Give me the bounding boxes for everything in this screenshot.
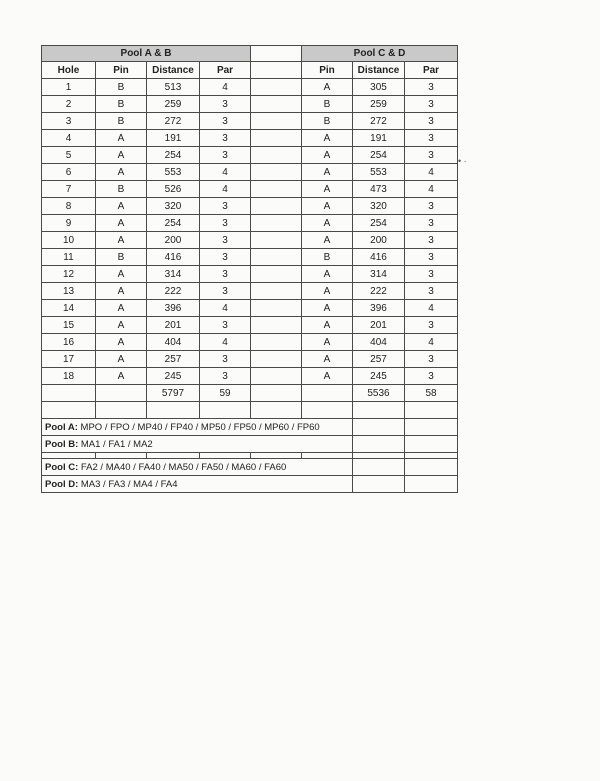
pin-ab-cell: B xyxy=(96,181,147,198)
distance-cd-cell: 254 xyxy=(353,147,405,164)
hole-number: 13 xyxy=(42,283,96,300)
par-cd-cell: 3 xyxy=(405,266,458,283)
empty-cell xyxy=(405,402,458,419)
empty-cell xyxy=(302,385,353,402)
pool-row xyxy=(42,476,458,493)
pool-definition xyxy=(42,419,353,436)
empty-cell xyxy=(405,436,458,453)
spacer-cell xyxy=(251,215,302,232)
spacer-cell xyxy=(251,113,302,130)
hole-number: 2 xyxy=(42,96,96,113)
distance-cd-cell: 254 xyxy=(353,215,405,232)
distance-ab-cell: 259 xyxy=(147,96,200,113)
empty-cell xyxy=(353,459,405,476)
par-cd-cell: 4 xyxy=(405,300,458,317)
hole-number: 16 xyxy=(42,334,96,351)
pin-cd-cell: A xyxy=(302,368,353,385)
distance-ab-cell: 257 xyxy=(147,351,200,368)
distance-cd-cell: 245 xyxy=(353,368,405,385)
pin-cd-cell: A xyxy=(302,283,353,300)
pool-divisions: MA1 / FA1 / MA2 xyxy=(78,438,153,450)
hole-number: 8 xyxy=(42,198,96,215)
hole-number: 17 xyxy=(42,351,96,368)
pin-cd-cell: A xyxy=(302,266,353,283)
pin-ab-cell: A xyxy=(96,300,147,317)
par-cd-cell: 3 xyxy=(405,147,458,164)
distance-cd-cell: 257 xyxy=(353,351,405,368)
table-row xyxy=(42,96,458,113)
distance-ab-cell: 272 xyxy=(147,113,200,130)
hole-number: 14 xyxy=(42,300,96,317)
distance-cd-cell: 320 xyxy=(353,198,405,215)
par-ab-cell: 3 xyxy=(200,113,251,130)
spacer-cell xyxy=(251,266,302,283)
pool-divisions: FA2 / MA40 / FA40 / MA50 / FA50 / MA60 / FA60 xyxy=(78,461,287,473)
distance-ab-cell: 396 xyxy=(147,300,200,317)
hole-number: 6 xyxy=(42,164,96,181)
table-row xyxy=(42,283,458,300)
par-ab-cell: 3 xyxy=(200,232,251,249)
spacer-cell xyxy=(251,368,302,385)
spacer-cell xyxy=(251,96,302,113)
distance-cd-cell: 396 xyxy=(353,300,405,317)
par-ab-cell: 4 xyxy=(200,334,251,351)
distance-cd-cell: 222 xyxy=(353,283,405,300)
distance-ab-cell: 245 xyxy=(147,368,200,385)
pin-ab-cell: A xyxy=(96,198,147,215)
hole-number: 4 xyxy=(42,130,96,147)
header-pin-ab: Pin xyxy=(96,62,147,79)
table-row xyxy=(42,198,458,215)
table-row xyxy=(42,317,458,334)
par-ab-cell: 3 xyxy=(200,283,251,300)
pin-ab-cell: A xyxy=(96,368,147,385)
distance-cd-cell: 553 xyxy=(353,164,405,181)
distance-cd-cell: 416 xyxy=(353,249,405,266)
pool-label: Pool C: xyxy=(45,461,79,473)
spacer-cell xyxy=(251,147,302,164)
par-cd-cell: 4 xyxy=(405,164,458,181)
pin-cd-cell: A xyxy=(302,317,353,334)
pin-ab-cell: A xyxy=(96,266,147,283)
distance-cd-cell: 314 xyxy=(353,266,405,283)
table-row xyxy=(42,232,458,249)
pin-cd-cell: B xyxy=(302,113,353,130)
distance-cd-cell: 191 xyxy=(353,130,405,147)
par-cd-cell: 3 xyxy=(405,368,458,385)
table-row xyxy=(42,351,458,368)
par-ab-cell: 3 xyxy=(200,147,251,164)
hole-number: 11 xyxy=(42,249,96,266)
pool-row xyxy=(42,459,458,476)
pin-ab-cell: A xyxy=(96,215,147,232)
par-cd-cell: 3 xyxy=(405,317,458,334)
spacer-cell xyxy=(251,385,302,402)
table-row xyxy=(42,300,458,317)
par-ab-cell: 4 xyxy=(200,164,251,181)
par-cd-cell: 3 xyxy=(405,351,458,368)
pin-cd-cell: A xyxy=(302,351,353,368)
spacer-cell xyxy=(251,198,302,215)
pin-cd-cell: B xyxy=(302,96,353,113)
par-ab-cell: 4 xyxy=(200,181,251,198)
empty-cell xyxy=(96,402,147,419)
header-distance-ab: Distance xyxy=(147,62,200,79)
pin-ab-cell: A xyxy=(96,147,147,164)
table-row xyxy=(42,164,458,181)
pin-ab-cell: B xyxy=(96,113,147,130)
pool-cd-title: Pool C & D xyxy=(302,46,458,62)
spacer-cell xyxy=(251,62,302,79)
distance-ab-cell: 404 xyxy=(147,334,200,351)
pin-cd-cell: A xyxy=(302,215,353,232)
empty-cell xyxy=(353,402,405,419)
par-cd-cell: 3 xyxy=(405,232,458,249)
empty-cell xyxy=(405,459,458,476)
pin-cd-cell: A xyxy=(302,181,353,198)
par-cd-cell: 3 xyxy=(405,198,458,215)
par-ab-cell: 4 xyxy=(200,79,251,96)
hole-number: 15 xyxy=(42,317,96,334)
distance-ab-cell: 200 xyxy=(147,232,200,249)
pin-ab-cell: A xyxy=(96,164,147,181)
empty-cell xyxy=(147,402,200,419)
distance-ab-cell: 254 xyxy=(147,147,200,164)
pin-cd-cell: A xyxy=(302,334,353,351)
empty-cell xyxy=(42,385,96,402)
table-row xyxy=(42,334,458,351)
distance-cd-cell: 305 xyxy=(353,79,405,96)
distance-ab-cell: 526 xyxy=(147,181,200,198)
spacer-cell xyxy=(251,46,302,62)
pool-divisions: MA3 / FA3 / MA4 / FA4 xyxy=(78,478,178,490)
pin-cd-cell: A xyxy=(302,79,353,96)
distance-cd-cell: 201 xyxy=(353,317,405,334)
total-par-ab: 59 xyxy=(200,385,251,402)
spacer-cell xyxy=(251,351,302,368)
empty-cell xyxy=(405,476,458,493)
hole-number: 9 xyxy=(42,215,96,232)
total-par-cd: 58 xyxy=(405,385,458,402)
pin-cd-cell: A xyxy=(302,232,353,249)
spacer-cell xyxy=(251,249,302,266)
par-cd-cell: 3 xyxy=(405,215,458,232)
empty-cell xyxy=(353,476,405,493)
table-row xyxy=(42,266,458,283)
par-cd-cell: 4 xyxy=(405,181,458,198)
table-row xyxy=(42,215,458,232)
pool-definition xyxy=(42,436,353,453)
hole-number: 5 xyxy=(42,147,96,164)
par-ab-cell: 4 xyxy=(200,300,251,317)
par-cd-cell: 3 xyxy=(405,113,458,130)
distance-cd-cell: 259 xyxy=(353,96,405,113)
empty-cell xyxy=(353,419,405,436)
pin-ab-cell: A xyxy=(96,130,147,147)
spacer-cell xyxy=(251,181,302,198)
distance-ab-cell: 553 xyxy=(147,164,200,181)
distance-cd-cell: 272 xyxy=(353,113,405,130)
pin-cd-cell: A xyxy=(302,164,353,181)
distance-cd-cell: 200 xyxy=(353,232,405,249)
header-par-cd: Par xyxy=(405,62,458,79)
par-cd-cell: 3 xyxy=(405,130,458,147)
distance-ab-cell: 222 xyxy=(147,283,200,300)
table-row xyxy=(42,249,458,266)
par-ab-cell: 3 xyxy=(200,317,251,334)
par-ab-cell: 3 xyxy=(200,351,251,368)
par-cd-cell: 3 xyxy=(405,79,458,96)
distance-cd-cell: 404 xyxy=(353,334,405,351)
pool-definition xyxy=(42,476,353,493)
spacer-cell xyxy=(251,334,302,351)
table-row xyxy=(42,181,458,198)
pin-ab-cell: A xyxy=(96,283,147,300)
hole-number: 12 xyxy=(42,266,96,283)
par-cd-cell: 3 xyxy=(405,249,458,266)
table-row xyxy=(42,113,458,130)
par-ab-cell: 3 xyxy=(200,266,251,283)
empty-cell xyxy=(251,402,302,419)
stray-mark: • · xyxy=(458,156,467,166)
blank-row xyxy=(42,402,458,419)
distance-ab-cell: 254 xyxy=(147,215,200,232)
pin-ab-cell: A xyxy=(96,334,147,351)
distance-ab-cell: 191 xyxy=(147,130,200,147)
pool-label: Pool D: xyxy=(45,478,79,490)
table-row xyxy=(42,147,458,164)
total-distance-cd: 5536 xyxy=(353,385,405,402)
header-hole: Hole xyxy=(42,62,96,79)
distance-ab-cell: 320 xyxy=(147,198,200,215)
pin-ab-cell: A xyxy=(96,317,147,334)
scorecard-table xyxy=(41,45,458,493)
empty-cell xyxy=(353,436,405,453)
pin-ab-cell: A xyxy=(96,232,147,249)
spacer-cell xyxy=(251,317,302,334)
par-ab-cell: 3 xyxy=(200,96,251,113)
spacer-cell xyxy=(251,79,302,96)
pin-ab-cell: B xyxy=(96,79,147,96)
header-par-ab: Par xyxy=(200,62,251,79)
hole-number: 10 xyxy=(42,232,96,249)
spacer-cell xyxy=(251,283,302,300)
pool-label: Pool B: xyxy=(45,438,79,450)
distance-ab-cell: 201 xyxy=(147,317,200,334)
pin-cd-cell: A xyxy=(302,300,353,317)
table-row xyxy=(42,130,458,147)
empty-cell xyxy=(96,385,147,402)
pool-row xyxy=(42,436,458,453)
par-ab-cell: 3 xyxy=(200,130,251,147)
pool-definition xyxy=(42,459,353,476)
hole-number: 1 xyxy=(42,79,96,96)
empty-cell xyxy=(42,402,96,419)
hole-number: 18 xyxy=(42,368,96,385)
spacer-cell xyxy=(251,164,302,181)
distance-ab-cell: 416 xyxy=(147,249,200,266)
pin-ab-cell: B xyxy=(96,96,147,113)
pool-row xyxy=(42,419,458,436)
empty-cell xyxy=(302,402,353,419)
pin-cd-cell: A xyxy=(302,147,353,164)
header-distance-cd: Distance xyxy=(353,62,405,79)
par-cd-cell: 3 xyxy=(405,283,458,300)
pool-ab-title: Pool A & B xyxy=(42,46,251,62)
pin-cd-cell: B xyxy=(302,249,353,266)
totals-row xyxy=(42,385,458,402)
spacer-cell xyxy=(251,300,302,317)
pin-cd-cell: A xyxy=(302,130,353,147)
pin-ab-cell: B xyxy=(96,249,147,266)
par-ab-cell: 3 xyxy=(200,198,251,215)
par-ab-cell: 3 xyxy=(200,249,251,266)
distance-ab-cell: 513 xyxy=(147,79,200,96)
par-ab-cell: 3 xyxy=(200,368,251,385)
par-cd-cell: 3 xyxy=(405,96,458,113)
hole-number: 7 xyxy=(42,181,96,198)
table-row xyxy=(42,368,458,385)
pin-cd-cell: A xyxy=(302,198,353,215)
par-ab-cell: 3 xyxy=(200,215,251,232)
total-distance-ab: 5797 xyxy=(147,385,200,402)
pin-ab-cell: A xyxy=(96,351,147,368)
par-cd-cell: 4 xyxy=(405,334,458,351)
pool-label: Pool A: xyxy=(45,421,78,433)
distance-cd-cell: 473 xyxy=(353,181,405,198)
pool-divisions: MPO / FPO / MP40 / FP40 / MP50 / FP50 / MP60 / FP60 xyxy=(77,421,320,433)
empty-cell xyxy=(405,419,458,436)
empty-cell xyxy=(200,402,251,419)
distance-ab-cell: 314 xyxy=(147,266,200,283)
spacer-cell xyxy=(251,232,302,249)
header-pin-cd: Pin xyxy=(302,62,353,79)
spacer-cell xyxy=(251,130,302,147)
table-row xyxy=(42,79,458,96)
hole-number: 3 xyxy=(42,113,96,130)
